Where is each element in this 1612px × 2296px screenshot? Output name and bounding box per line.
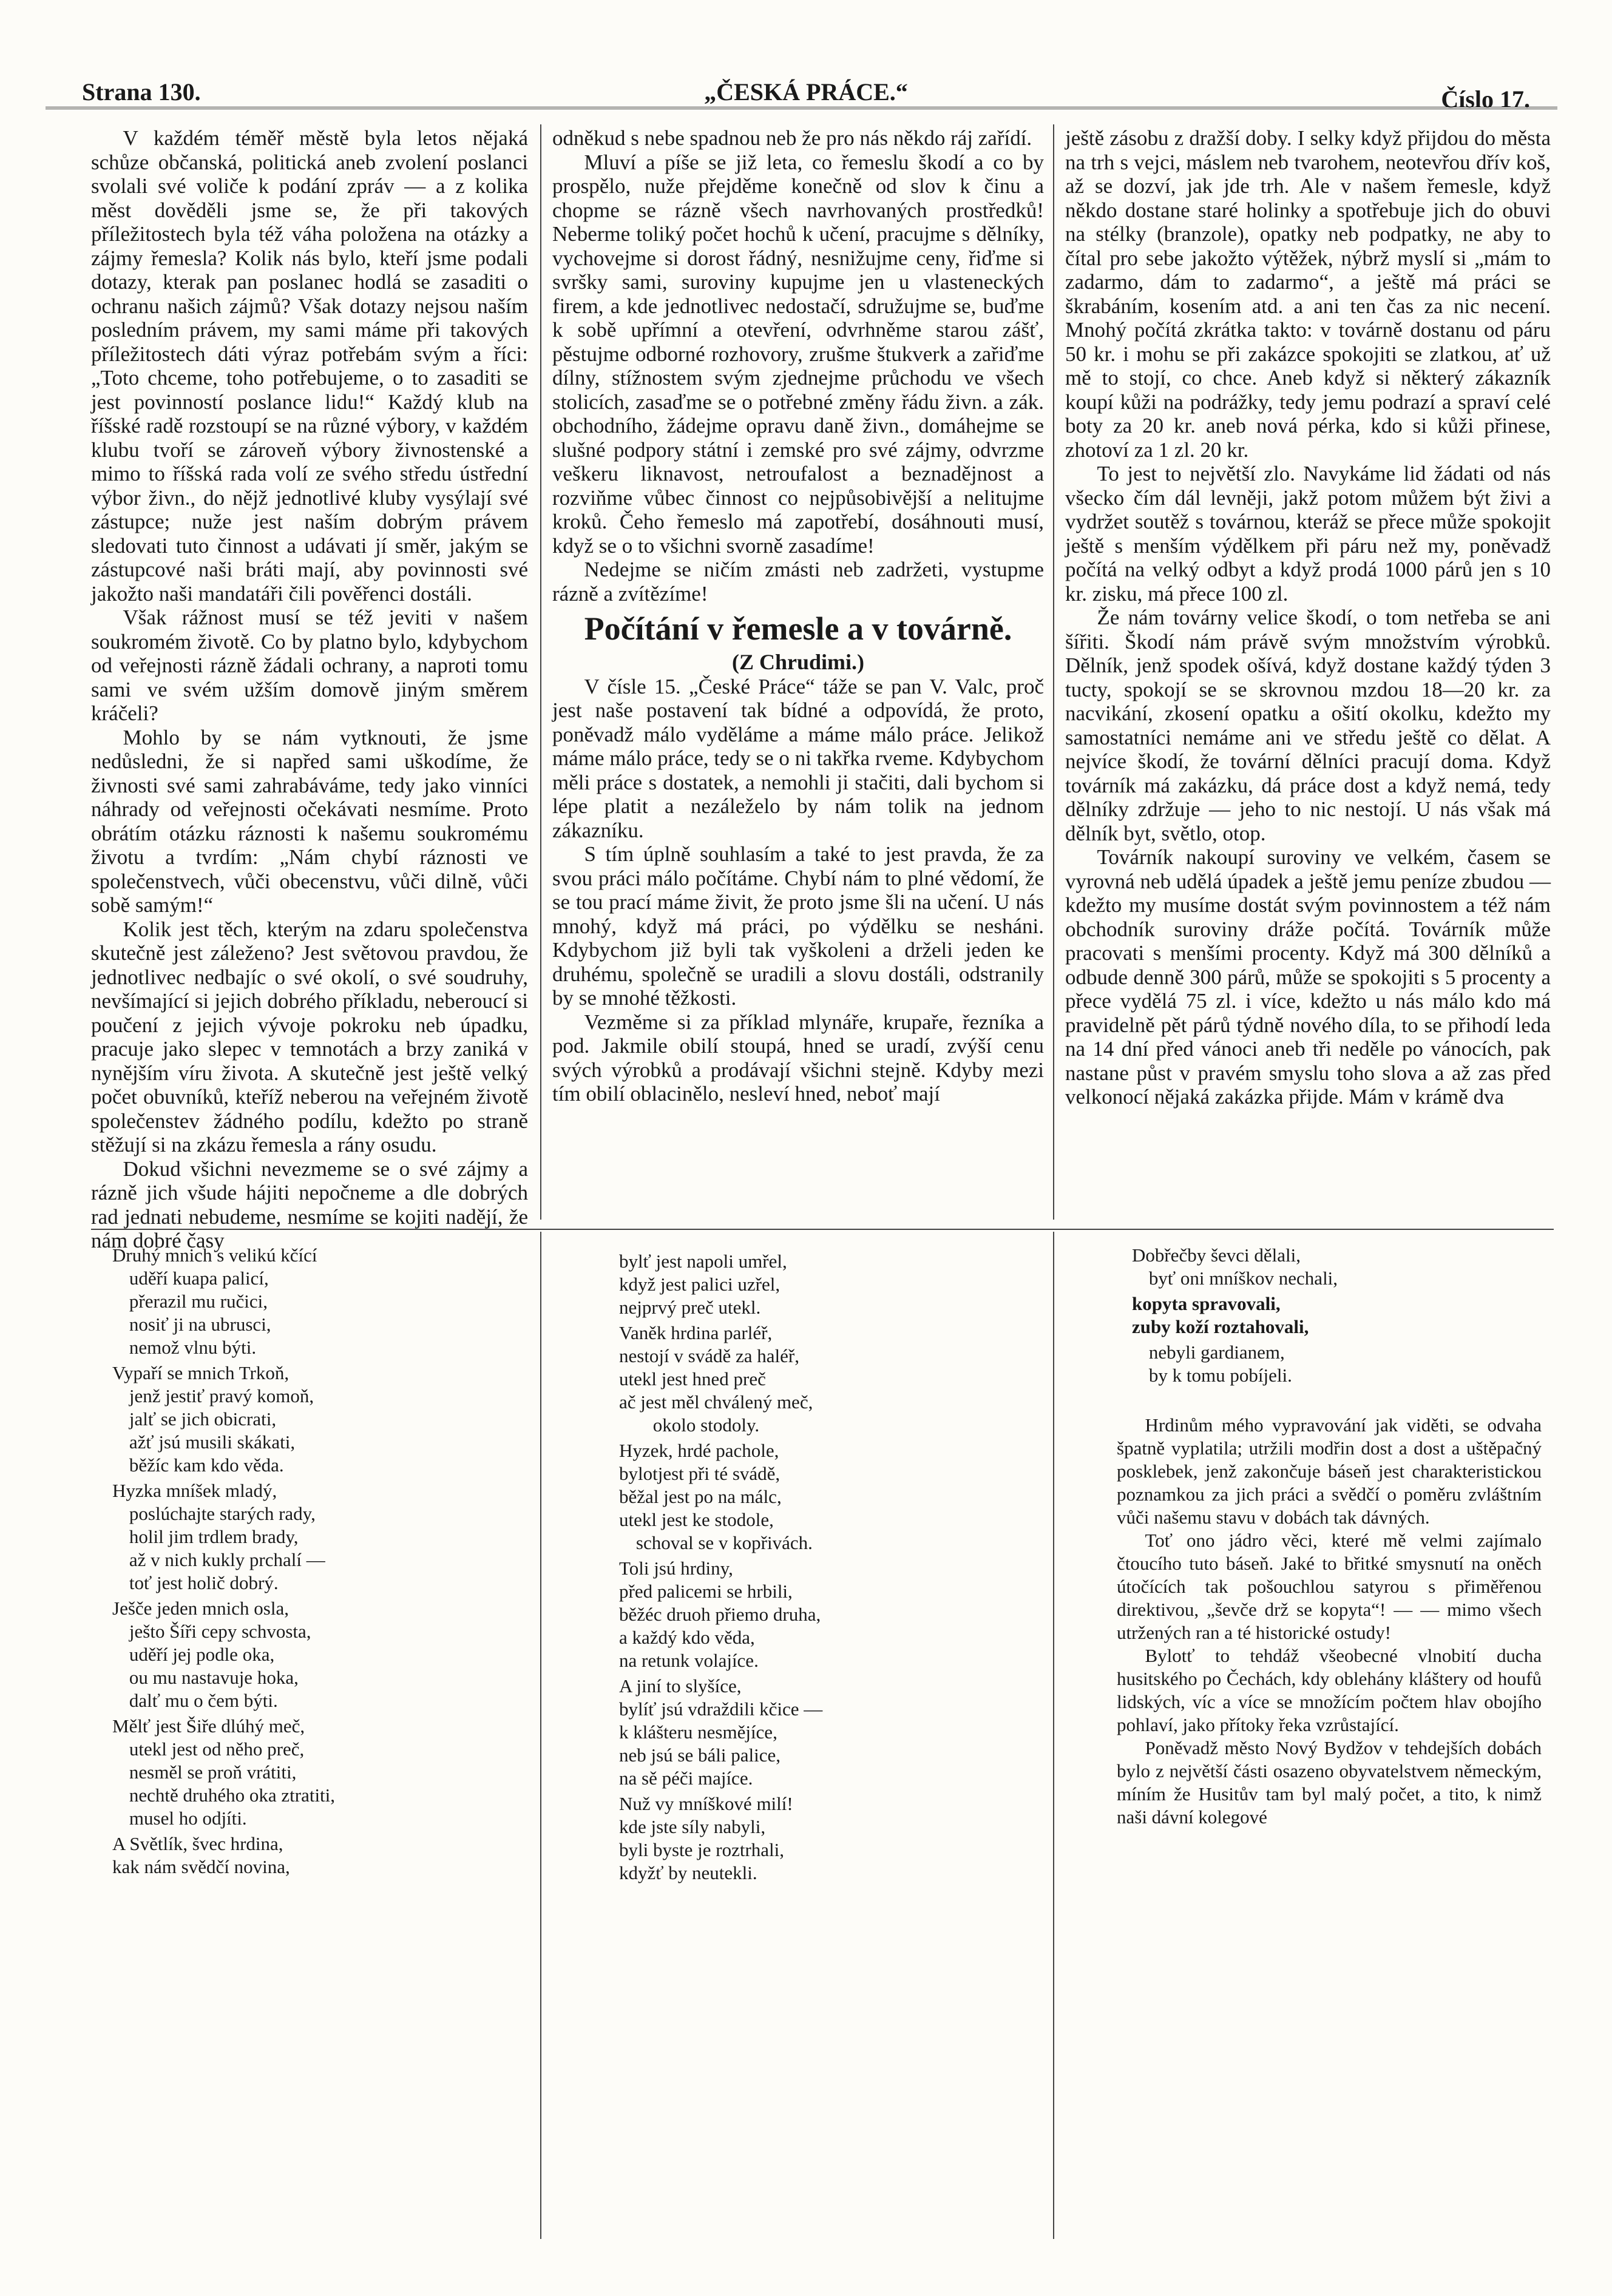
paragraph: Vezměme si za příklad mlynáře, krupaře, řezníka a pod. Jakmile obilí stoupá, hned se uradí, zvýší cenu svých výrobků a prodávají všichni stejně. Kdyby mezi tím obilí oblacinělo, nesleví hned, neboť mají xyxy=(552,1010,1044,1106)
verse-line: poslúchajte starých rady, xyxy=(129,1503,316,1524)
stanza xyxy=(112,1832,525,1879)
stanza xyxy=(112,1244,525,1359)
verse-line: nestojí v svádě za haléř, xyxy=(619,1345,799,1366)
verse-line: utekl jest od něho preč, xyxy=(129,1738,305,1760)
verse-line: když jest palici uzřel, xyxy=(619,1274,781,1295)
paragraph: Že nám továrny velice škodí, o tom netřeba se ani šířiti. Škodí nám právě svým množstvím výrobků. Dělník, jenž spodek ošívá, když dostane každý týden 3 tucty, spokojí se se skrovnou mzdou 18—20 kr. za nacvikání, zkosení opatku a ošití okolku, kdežto my samostatníci nemáme ani ve středu ještě co dělat. A nejvíce škodí, že tovární dělníci pracují doma. Když továrník má zakázku, dá práce dost a když nemá, tedy dělníky zdržuje — jeho to nic nestojí. U nás však má dělník byt, světlo, otop. xyxy=(1065,606,1551,845)
verse-line: přerazil mu ručici, xyxy=(129,1291,268,1312)
verse-line: ješto Šíři cepy schvosta, xyxy=(129,1621,311,1642)
verse-line: kopyta spravovali, xyxy=(1132,1293,1281,1314)
verse-line: Vypaří se mnich Trkoň, xyxy=(112,1362,290,1383)
column-divider xyxy=(1053,124,1054,1220)
stanza xyxy=(1132,1244,1545,1290)
verse-line: k klášteru nesmějíce, xyxy=(619,1721,777,1743)
paragraph: V každém téměř městě byla letos nějaká schůze občanská, politická aneb zvolení poslanci svolali své voliče k podání zpráv — a z kolika měst dověděli jsme se, že při takových příležitostech byla též váha položena na otázky a zájmy řemesla? Kolik nás bylo, kteří jsme podali dotazy, kterak pan poslanec hodlá se zasaditi o ochranu našich zájmů? Však dotazy nejsou naším posledním právem, my sami máme při takových příležitostech dáti výraz potřebám svým a říci: „Toto chceme, toho potřebujeme, o to zasaditi se jest povinností poslance lidu!“ Každý klub na říšské radě rozstoupí se na různé výbory, v každém klubu tvoří se zároveň výbory živnostenské a mimo to říšská rada volí ze svého středu ústřední výbor živn., do nějž jednotlivé kluby vysýlají své zástupce; nuže jest naším dobrým právem sledovati tuto činnost a udávati jí směr, jakým se zástupcové naši bráti mají, aby povinnosti své jakožto naši mandatáři čili pověřenci dostáli. xyxy=(91,126,528,606)
issue-number: Číslo 17. xyxy=(1441,86,1530,113)
stanza xyxy=(1132,1292,1545,1339)
verse-line: kde jste síly nabyli, xyxy=(619,1816,766,1837)
verse-line: běžéc druoh přiemo druha, xyxy=(619,1604,821,1625)
verse-line: jalť se jich obicrati, xyxy=(129,1408,277,1430)
verse-line: schoval se v kopřivách. xyxy=(635,1532,813,1553)
article-title: Počítání v řemesle a v továrně. xyxy=(584,610,1012,647)
stanza xyxy=(619,1675,1032,1790)
column-1 xyxy=(91,126,528,1253)
column-3-prose xyxy=(1117,1414,1542,1829)
paragraph: To jest to největší zlo. Navykáme lid žádati od nás všecko čím dál levněji, jakž potom můžem být živi a vydržet soutěž s továrnou, kteráž se přece může spokojit ještě s menším výdělkem při páru než my, poněvadž počítá na velký odbyt a když prodá 1000 párů jen s 10 kr. zisku, má přece 100 zl. xyxy=(1065,462,1551,606)
column-2 xyxy=(552,126,1044,1106)
paragraph: V čísle 15. „České Práce“ táže se pan V. Valc, proč jest naše postavení tak bídné a odpovídá, že proto, poněvadž málo vyděláme a máme málo práce. Jelikož máme málo práce, tedy se o ni takřka rveme. Kdybychom měli práce s dostatek, a nemohli ji stačiti, dali bychom si lépe platit a nezáleželo by nám tolik na jednom zákazníku. xyxy=(552,674,1044,842)
verse-line: nejprvý preč utekl. xyxy=(619,1297,761,1318)
verse-line: uděří kuapa palicí, xyxy=(129,1268,269,1289)
verse-line: neb jsú se báli palice, xyxy=(619,1744,781,1766)
verse-line: před palicemi se hrbili, xyxy=(619,1581,793,1602)
paragraph: Mohlo by se nám vytknouti, že jsme nedůsledni, že si napřed sami uškodíme, že živnosti své sami zahrabáváme, tedy jako vinníci náhrady od veřejnosti očekávati nesmíme. Proto obrátím otázku ráznosti k našemu soukromému životu a tvrdím: „Nám chybí ráznosti ve společenstvech, vůči obecenstvu, vůči dilně, vůči sobě samým!“ xyxy=(91,725,528,917)
verse-line: jenž jestiť pravý komoň, xyxy=(129,1385,314,1406)
verse-line: Nuž vy mníškové milí! xyxy=(619,1793,793,1814)
section-divider xyxy=(91,1229,1554,1230)
paragraph: Bylotť to tehdáž všeobecné vlnobití ducha husitského po Čechách, kdy oblehány kláštery od houfů lidských, víc a více se množícím počtem hlav obojího pohlaví, jako přítoky řeka vzrůstající. xyxy=(1117,1645,1542,1735)
verse-line: na retunk volajíce. xyxy=(619,1650,759,1671)
paragraph: Toť ono jádro věci, které mě velmi zajímalo čtoucího tuto báseň. Jaké to břitké smysnutí na oněch útočících tak pošouchlou satyrou s přiměřenou direktivou, „ševče drž se kopyta“! — — mimo všech utržených ran a té historické ostudy! xyxy=(1117,1530,1542,1643)
verse-line: bylť jest napoli umřel, xyxy=(619,1251,787,1272)
paragraph: Však rážnost musí se též jeviti v našem soukromém životě. Co by platno bylo, kdybychom od veřejnosti rázně žádali ochrany, a naproti tomu sami ve svém užším domově jiným směrem kráčeli? xyxy=(91,606,528,725)
paragraph: Dokud všichni nevezmeme se o své zájmy a rázně jich všude hájiti nepočneme a dle dobrých rad jednati nebudeme, nesmíme se kojiti nadějí, že nám dobré časy xyxy=(91,1156,528,1252)
newspaper-title: „ČESKÁ PRÁCE.“ xyxy=(704,78,908,106)
verse-line: Vaněk hrdina parléř, xyxy=(619,1322,773,1343)
verse-line: ač jest měl chválený meč, xyxy=(619,1391,813,1413)
verse-line: běžal jest po na málc, xyxy=(619,1486,782,1507)
verse-line: A jiní to slyšíce, xyxy=(619,1675,742,1697)
verse-line: nesměl se proň vrátiti, xyxy=(129,1761,297,1783)
verse-line: Druhý mnich s velikú kčící xyxy=(112,1244,317,1266)
verse-line: Mělť jest Šiře dlúhý meč, xyxy=(112,1715,305,1737)
verse-line: okolo stodoly. xyxy=(652,1414,760,1436)
stanza xyxy=(112,1479,525,1595)
verse-line: utekl jest ke stodole, xyxy=(619,1509,774,1530)
column-3 xyxy=(1065,126,1551,1109)
verse-line: nechtě druhého oka ztratiti, xyxy=(129,1784,336,1806)
verse-line: toť jest holič dobrý. xyxy=(129,1572,279,1593)
verse-line: až v nich kukly prchalí — xyxy=(129,1549,325,1570)
stanza xyxy=(619,1792,1032,1885)
verse-line: kak nám svědčí novina, xyxy=(112,1856,290,1877)
paragraph: odněkud s nebe spadnou neb že pro nás někdo ráj zařídí. xyxy=(552,126,1032,150)
verse-line: na sě péči majíce. xyxy=(619,1768,753,1789)
verse-line: Hyzka mníšek mladý, xyxy=(112,1480,277,1501)
verse-line: Dobřečby ševci dělali, xyxy=(1132,1244,1301,1266)
paragraph: Kolik jest těch, kterým na zdaru společenstva skutečně jest záleženo? Jest světovou pravdou, že jednotlivec nedbajíc o své okolí, o své soudruhy, nevšímající si jejich dobrého příkladu, neberoucí si poučení z jejich vývoje pokroku neb úpadku, pracuje jako slepec v temnotách a brzy zaniká v nynějším víru života. A skutečně jest ještě velký počet obuvníků, kteříž neberou na veřejném životě společenstev žádného podílu, kdežto po straně stěžují si na zkázu řemesla a rány osudu. xyxy=(91,917,528,1156)
verse-line: Ješče jeden mnich osla, xyxy=(112,1598,289,1619)
verse-line: bylotjest při té svádě, xyxy=(619,1463,781,1484)
paragraph: Nedejme se ničím zmásti neb zadržeti, vystupme rázně a zvítězíme! xyxy=(552,558,1044,606)
verse-line: byli byste je roztrhali, xyxy=(619,1839,785,1860)
verse-line: holil jim trdlem brady, xyxy=(129,1526,299,1547)
verse-line: ou mu nastavuje hoka, xyxy=(129,1667,299,1688)
column-divider xyxy=(540,124,541,1220)
verse-line: A Světlík, švec hrdina, xyxy=(112,1833,283,1854)
verse-line: nebyli gardianem, xyxy=(1148,1342,1285,1363)
column-divider xyxy=(1053,1232,1054,2239)
verse-line: kdyžť by neutekli. xyxy=(619,1862,757,1883)
paragraph: S tím úplně souhlasím a také to jest pravda, že za svou práci málo počítáme. Chybí nám to plné vědomí, že se tou prací máme živit, že proto jsme šli na učení. U nás mnohý, když má práci, po výdělku se nesháni. Kdybychom již byli tak vyškoleni a drželi jeden ke druhému, společně se uradili a slovu dostáli, odstranily by se mnohé těžkosti. xyxy=(552,842,1044,1010)
verse-line: běžíc kam kdo věda. xyxy=(129,1454,284,1476)
column-divider xyxy=(540,1232,541,2239)
stanza xyxy=(112,1715,525,1830)
stanza xyxy=(1132,1341,1545,1387)
poem-column-2 xyxy=(619,1250,1032,1887)
stanza xyxy=(619,1250,1032,1319)
paragraph: Mluví a píše se již leta, co řemeslu škodí a co by prospělo, nuže přejděme konečně od slov k činu a chopme se rázně všech navrhovaných prostředků! Neberme toliký počet hochů k učení, pracujme s dělníky, vychovejme si dorost řádný, nesnižujme ceny, řiďme si svršky sami, suroviny kupujme jen u vlasteneckých firem, a kde jednotlivec nedostačí, sdružujme se, buďme k sobě upřímní a otevření, odvrhněme starou zášť, pěstujme odborné rozhovory, zrušme štukverk a zařiďme dílny, stížnostem svým zjednejme průchodu ve všech stolicích, zasaďme se o potřebné změny řádu živn. a zák. obchodního, žádejme opravu daně živn., domáhejme se slušné podpory státní i zemské pro své zájmy, odvrzme veškeru liknavost, netroufalost a beznadějnost a rozviňme vůbec činnost co nejpůsobivější a nelitujme kroků. Čeho řemeslo má zapotřebí, dosáhnouti musí, když se o to všichni svorně zasadíme! xyxy=(552,150,1044,558)
paragraph: ještě zásobu z dražší doby. I selky když přijdou do města na trh s vejci, máslem neb tvarohem, neotevřou dřív koš, až se dozví, jak jde trh. Ale v našem řemesle, když někdo dostane staré holinky a spotřebuje jich do obuvi na stélky (branzole), opatky neb podpatky, ne aby to čítal pro sebe jakožto výtěžek, nýbrž myslí si „mám to zadarmo, dám to zadarmo“, a ještě má práci se škrabáním, kosením atd. a ani ten čas za nic necení. Mnohý počítá zkrátka takto: v továrně dostanu od páru 50 kr. i mohu se při zakázce spokojiti se zlatkou, ať už mě to stojí, co chce. Aneb když si některý zákazník koupí kůži na podrážky, tedy jemu podrazí a spraví celé boty za 20 kr. aneb nová pérka, kdo si kůži přinese, zhotoví za 1 zl. 20 kr. xyxy=(1065,126,1551,462)
verse-line: ažť jsú musili skákati, xyxy=(129,1431,296,1453)
verse-line: musel ho odjíti. xyxy=(129,1808,247,1829)
verse-line: Hyzek, hrdé pachole, xyxy=(619,1440,779,1461)
stanza xyxy=(112,1362,525,1477)
verse-line: byť oni mníškov nechali, xyxy=(1148,1268,1338,1289)
verse-line: nosiť ji na ubrusci, xyxy=(129,1314,271,1335)
paragraph: Hrdinům mého vypravování jak viděti, se odvaha špatně vyplatila; utržili modřin dost a dost a uštěpačný posklebek, jenž zakončuje báseň jest charakteristickou poznamkou za jich práci a svědčí o poměru zvláštním vůči našemu stavu v dobách tak dávných. xyxy=(1117,1414,1542,1528)
article-subtitle: (Z Chrudimi.) xyxy=(731,650,865,674)
poem-column-1 xyxy=(112,1244,525,1881)
verse-line: bylíť jsú vdraždili kčice — xyxy=(619,1698,823,1720)
verse-line: utekl jest hned preč xyxy=(619,1368,766,1389)
verse-line: by k tomu pobíjeli. xyxy=(1148,1365,1292,1386)
paragraph: Poněvadž město Nový Bydžov v tehdejších dobách bylo z největší části osazeno obyvatelstvem německým, míním že Husitův tam byl malý počet, a tito, k nimž naši dávní kolegové xyxy=(1117,1737,1542,1828)
verse-line: zuby koží roztahovali, xyxy=(1132,1316,1309,1337)
verse-line: Toli jsú hrdiny, xyxy=(619,1558,733,1579)
stanza xyxy=(619,1322,1032,1437)
verse-line: uděří jej podle oka, xyxy=(129,1644,275,1665)
stanza xyxy=(112,1597,525,1712)
stanza xyxy=(619,1439,1032,1555)
paragraph: Továrník nakoupí suroviny ve velkém, časem se vyrovná neb udělá úpadek a ještě jemu peníze zbudou — kdežto my musíme dostát svým povinnostem a též nám obchodník suroviny dráže počítá. Továrník může pracovati s menšími procenty. Když má 300 dělníků a odbude denně 300 párů, může se spokojiti s 5 procenty a přece vydělá 75 zl. i více, kdežto u nás málo kdo má pravidelně pět párů týdně nového díla, to se přihodí leda na 14 dní před vánoci aneb tři neděle po vánocích, pak nastane půst v pravém smyslu toho slova a až zas před velkonocí nějaká zakázka přijde. Mám v krámě dva xyxy=(1065,845,1551,1109)
header-rule xyxy=(46,107,1557,109)
poem-column-3 xyxy=(1132,1244,1545,1389)
verse-line: a každý kdo věda, xyxy=(619,1627,755,1648)
verse-line: dalť mu o čem býti. xyxy=(129,1690,278,1711)
verse-line: nemož vlnu býti. xyxy=(129,1337,257,1358)
stanza xyxy=(619,1557,1032,1672)
page-number: Strana 130. xyxy=(82,78,201,106)
